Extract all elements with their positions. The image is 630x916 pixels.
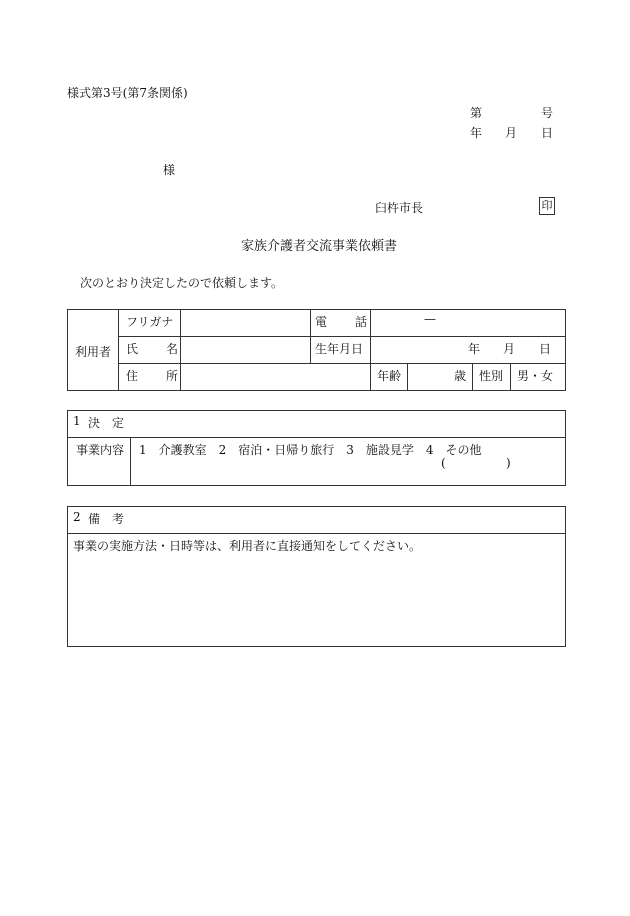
doc-number-suffix: 号 — [541, 106, 554, 120]
col-divider-field-label — [180, 309, 181, 391]
doc-number-prefix: 第 — [470, 106, 483, 120]
row-divider-2 — [118, 363, 565, 364]
other-paren-close: ) — [506, 456, 511, 470]
col-divider-age-label — [407, 363, 408, 391]
date-year: 年 — [470, 126, 483, 140]
phone-label-1: 電 — [315, 315, 328, 329]
gender-value: 男・女 — [517, 369, 554, 383]
furigana-label: フリガナ — [126, 315, 174, 329]
birth-day: 日 — [539, 342, 552, 356]
remarks-heading: 備 考 — [88, 512, 125, 526]
date-month: 月 — [505, 126, 518, 140]
intro-text: 次のとおり決定したので依頼します。 — [80, 276, 284, 290]
age-unit: 歳 — [454, 369, 467, 383]
col-divider-age-value — [472, 363, 473, 391]
form-number: 様式第3号(第7条関係) — [67, 86, 188, 100]
content-options: 1 介護教室 2 宿泊・日帰り旅行 3 施設見学 4 その他 — [139, 443, 482, 457]
age-label: 年齢 — [377, 369, 402, 383]
decision-label-divider — [130, 437, 131, 486]
phone-dash: — — [424, 312, 436, 326]
birthdate-label: 生年月日 — [315, 342, 364, 356]
decision-heading: 決 定 — [88, 416, 125, 430]
seal-mark: 印 — [539, 197, 555, 215]
remarks-heading-number: 2 — [73, 510, 81, 524]
col-divider-gender — [510, 363, 511, 391]
name-label-2: 名 — [166, 342, 179, 356]
col-divider-phone-left — [310, 309, 311, 363]
decision-heading-number: 1 — [73, 414, 81, 428]
date-day: 日 — [541, 126, 554, 140]
phone-label-2: 話 — [355, 315, 368, 329]
birth-month: 月 — [503, 342, 516, 356]
row-divider-1 — [118, 336, 565, 337]
col-divider-phone-right — [370, 309, 371, 391]
issuer-name: 臼杵市長 — [375, 201, 424, 215]
document-title: 家族介護者交流事業依頼書 — [241, 239, 398, 254]
decision-header-divider — [67, 437, 565, 438]
remarks-border — [67, 506, 566, 647]
address-label-2: 所 — [166, 369, 179, 383]
user-section-label: 利用者 — [75, 345, 112, 359]
gender-label: 性別 — [479, 369, 504, 383]
other-paren-open: ( — [441, 456, 446, 470]
address-label-1: 住 — [126, 369, 139, 383]
col-divider-label — [118, 309, 119, 391]
birth-year: 年 — [468, 342, 481, 356]
content-label: 事業内容 — [76, 443, 125, 457]
addressee-suffix: 様 — [163, 163, 176, 177]
remarks-text: 事業の実施方法・日時等は、利用者に直接通知をしてください。 — [73, 539, 422, 553]
remarks-header-divider — [67, 533, 565, 534]
name-label-1: 氏 — [126, 342, 139, 356]
